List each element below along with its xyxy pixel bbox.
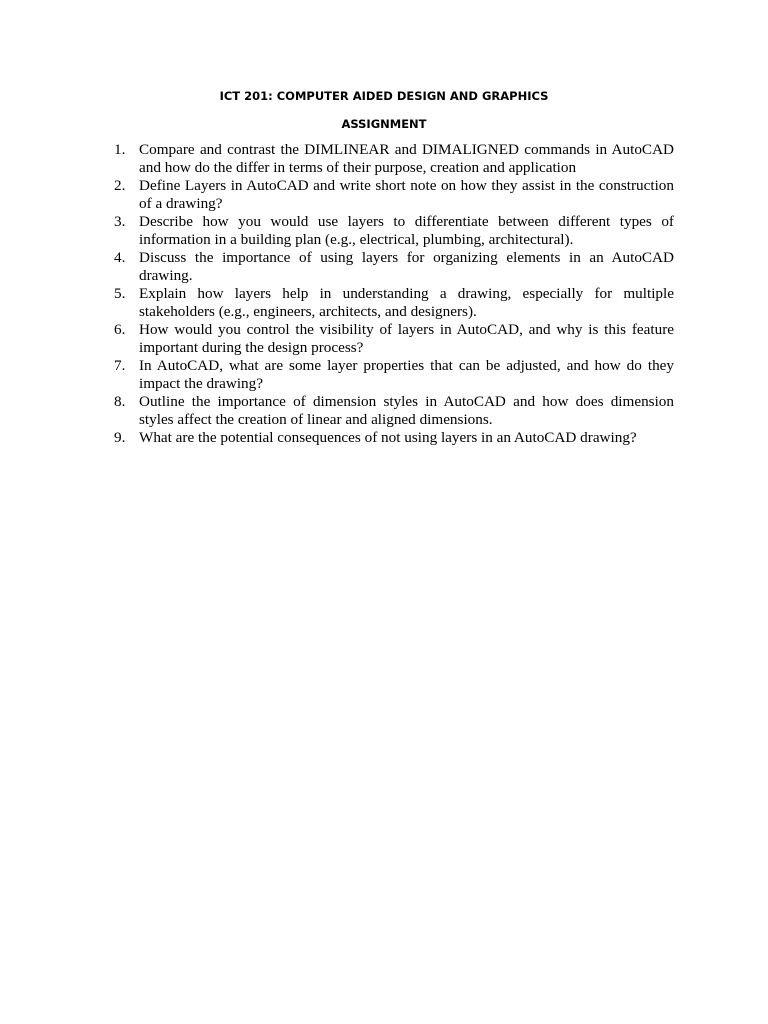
question-text: Define Layers in AutoCAD and write short note on how they assist in the construction of a drawing? [139, 177, 674, 212]
question-item [112, 141, 674, 177]
question-number: 3. [114, 213, 126, 230]
question-item [112, 249, 674, 285]
question-number: 2. [114, 177, 126, 194]
question-number: 4. [114, 249, 126, 266]
question-item [112, 357, 674, 393]
question-item [112, 429, 674, 447]
question-number: 9. [114, 429, 126, 446]
question-text: Outline the importance of dimension styles in AutoCAD and how does dimension styles affect the creation of linear and aligned dimensions. [139, 393, 674, 428]
question-text: What are the potential consequences of not using layers in an AutoCAD drawing? [139, 429, 637, 446]
question-number: 6. [114, 321, 126, 338]
question-number: 8. [114, 393, 126, 410]
assignment-title: ASSIGNMENT [341, 117, 427, 131]
question-text: In AutoCAD, what are some layer properties that can be adjusted, and how do they impact the drawing? [139, 357, 674, 392]
question-number: 7. [114, 357, 126, 374]
question-text: Compare and contrast the DIMLINEAR and DIMALIGNED commands in AutoCAD and how do the differ in terms of their purpose, creation and application [139, 141, 674, 176]
question-number: 1. [114, 141, 126, 158]
question-number: 5. [114, 285, 126, 302]
question-text: How would you control the visibility of layers in AutoCAD, and why is this feature important during the design process? [139, 321, 674, 356]
question-text: Explain how layers help in understanding a drawing, especially for multiple stakeholders (e.g., engineers, architects, and designers). [139, 285, 674, 320]
question-item [112, 213, 674, 249]
question-text: Discuss the importance of using layers for organizing elements in an AutoCAD drawing. [139, 249, 674, 284]
question-item [112, 321, 674, 357]
question-item [112, 177, 674, 213]
course-title: ICT 201: COMPUTER AIDED DESIGN AND GRAPHICS [219, 89, 549, 103]
question-item [112, 393, 674, 429]
question-item [112, 285, 674, 321]
question-list [112, 141, 674, 447]
question-text: Describe how you would use layers to differentiate between different types of information in a building plan (e.g., electrical, plumbing, architectural). [139, 213, 674, 248]
